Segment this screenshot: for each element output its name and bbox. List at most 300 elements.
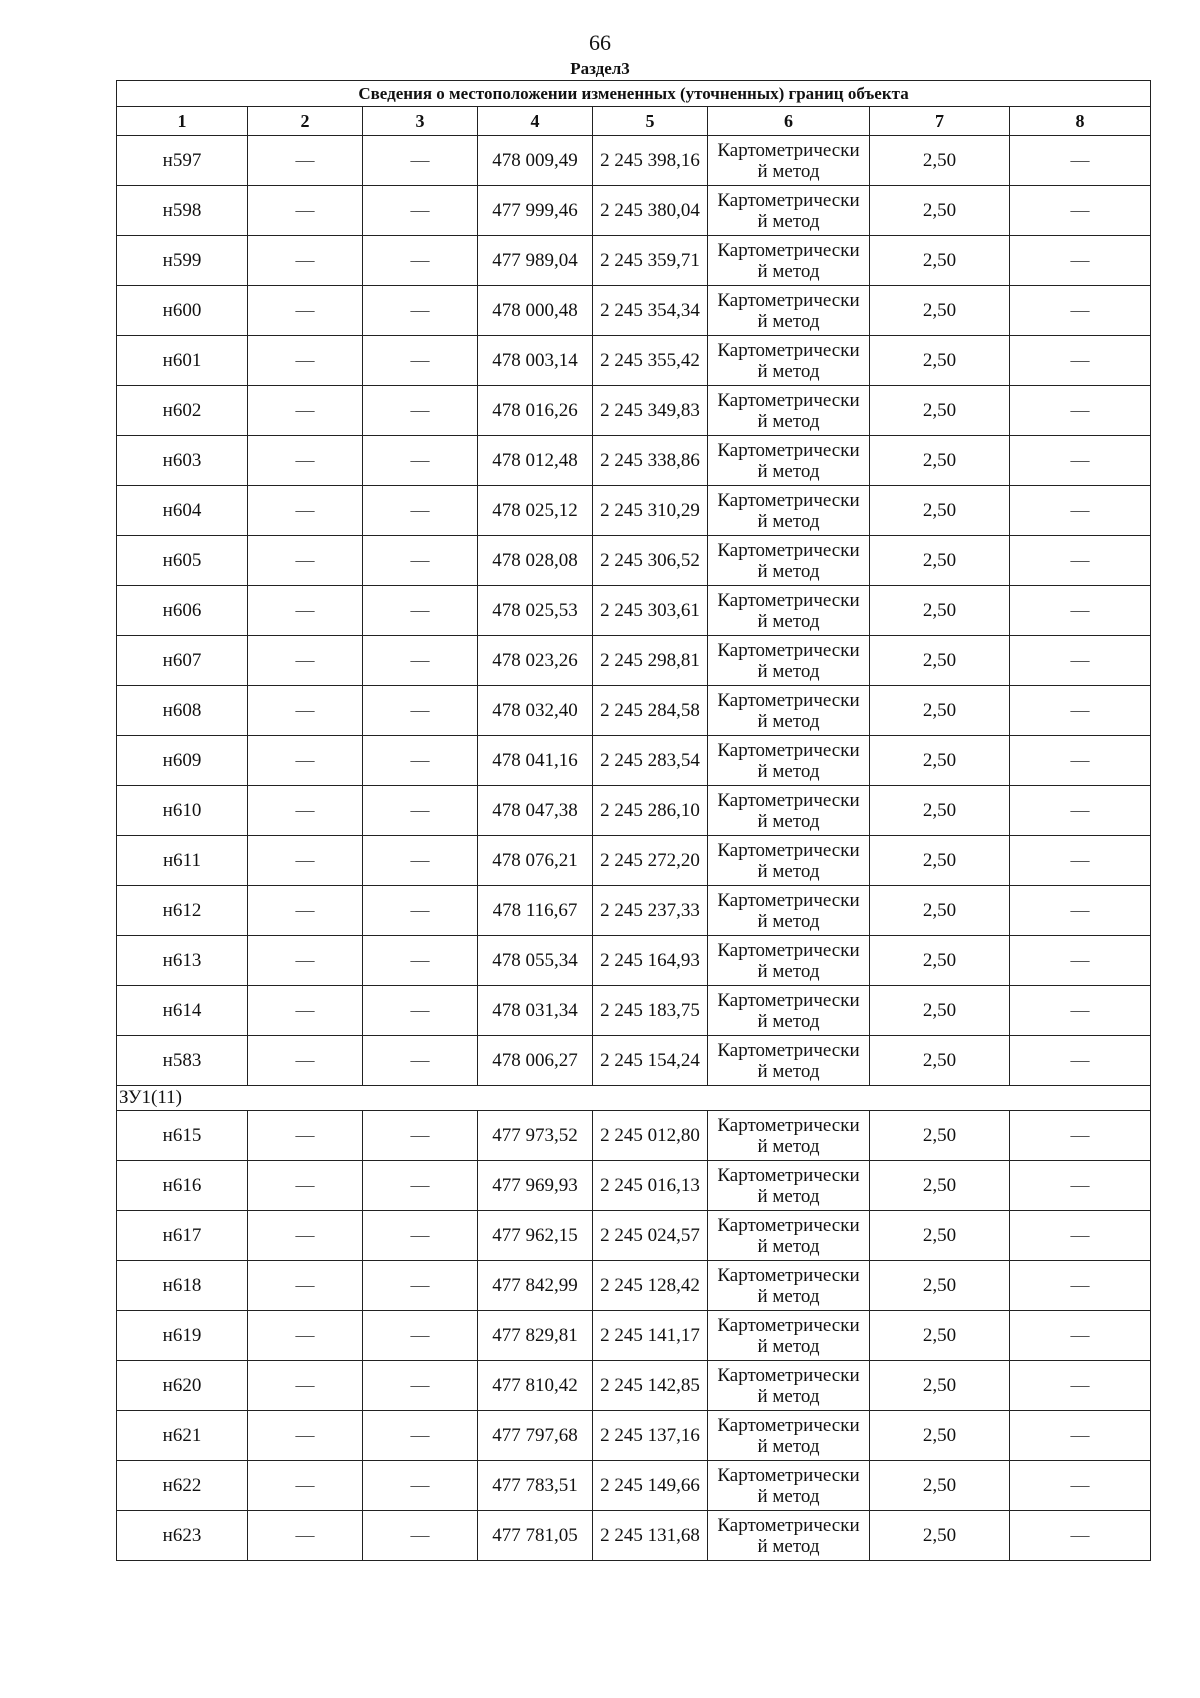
- y-coordinate-cell: 2 245 183,75: [593, 986, 708, 1036]
- x-coordinate-cell: 478 006,27: [478, 1036, 593, 1086]
- table-row: [117, 536, 1151, 586]
- column-number-row: [117, 107, 1151, 136]
- y-coordinate-cell: 2 245 141,17: [593, 1311, 708, 1361]
- y-coordinate-cell: 2 245 310,29: [593, 486, 708, 536]
- point-id-cell: н621: [117, 1411, 248, 1461]
- table-row: [117, 1311, 1151, 1361]
- column-8-cell: —: [1010, 886, 1151, 936]
- column-2-cell: —: [248, 736, 363, 786]
- method-line-1: Картометрически: [717, 239, 860, 261]
- y-coordinate-cell: 2 245 024,57: [593, 1211, 708, 1261]
- y-coordinate-cell: 2 245 237,33: [593, 886, 708, 936]
- method-line-2: й метод: [757, 1385, 820, 1407]
- point-id-cell: н610: [117, 786, 248, 836]
- accuracy-cell: 2,50: [870, 1036, 1010, 1086]
- column-2-cell: —: [248, 186, 363, 236]
- x-coordinate-cell: 477 973,52: [478, 1111, 593, 1161]
- point-id-cell: н603: [117, 436, 248, 486]
- column-8-cell: —: [1010, 436, 1151, 486]
- method-line-1: Картометрически: [717, 589, 860, 611]
- accuracy-cell: 2,50: [870, 586, 1010, 636]
- method-line-1: Картометрически: [717, 739, 860, 761]
- accuracy-cell: 2,50: [870, 1161, 1010, 1211]
- table-caption-row: [117, 81, 1151, 107]
- column-8-cell: —: [1010, 1211, 1151, 1261]
- column-3-cell: —: [363, 1361, 478, 1411]
- method-line-2: й метод: [757, 1185, 820, 1207]
- point-id-cell: н613: [117, 936, 248, 986]
- method-line-1: Картометрически: [717, 939, 860, 961]
- method-cell: [708, 436, 870, 486]
- column-3-cell: —: [363, 486, 478, 536]
- method-line-1: Картометрически: [717, 1214, 860, 1236]
- column-2-cell: —: [248, 1161, 363, 1211]
- accuracy-cell: 2,50: [870, 936, 1010, 986]
- method-cell: [708, 536, 870, 586]
- accuracy-cell: 2,50: [870, 1511, 1010, 1561]
- column-3-cell: —: [363, 1036, 478, 1086]
- method-line-1: Картометрически: [717, 1414, 860, 1436]
- column-8-cell: —: [1010, 1411, 1151, 1461]
- point-id-cell: н623: [117, 1511, 248, 1561]
- method-line-1: Картометрически: [717, 1364, 860, 1386]
- table-row: [117, 886, 1151, 936]
- point-id-cell: н604: [117, 486, 248, 536]
- column-8-cell: —: [1010, 636, 1151, 686]
- table-row: [117, 1461, 1151, 1511]
- group-label: ЗУ1(11): [117, 1086, 1151, 1111]
- y-coordinate-cell: 2 245 380,04: [593, 186, 708, 236]
- column-8-cell: —: [1010, 1461, 1151, 1511]
- table-row: [117, 386, 1151, 436]
- column-8-cell: —: [1010, 1361, 1151, 1411]
- column-8-cell: —: [1010, 486, 1151, 536]
- method-line-1: Картометрически: [717, 1039, 860, 1061]
- column-2-cell: —: [248, 1211, 363, 1261]
- x-coordinate-cell: 477 781,05: [478, 1511, 593, 1561]
- column-number-5: 5: [593, 107, 708, 136]
- column-3-cell: —: [363, 336, 478, 386]
- column-8-cell: —: [1010, 1311, 1151, 1361]
- column-8-cell: —: [1010, 986, 1151, 1036]
- column-2-cell: —: [248, 486, 363, 536]
- point-id-cell: н616: [117, 1161, 248, 1211]
- accuracy-cell: 2,50: [870, 1211, 1010, 1261]
- column-2-cell: —: [248, 336, 363, 386]
- method-line-2: й метод: [757, 1335, 820, 1357]
- column-2-cell: —: [248, 586, 363, 636]
- method-cell: [708, 636, 870, 686]
- x-coordinate-cell: 478 041,16: [478, 736, 593, 786]
- table-row: [117, 1111, 1151, 1161]
- method-line-2: й метод: [757, 310, 820, 332]
- method-line-2: й метод: [757, 710, 820, 732]
- y-coordinate-cell: 2 245 137,16: [593, 1411, 708, 1461]
- method-line-2: й метод: [757, 410, 820, 432]
- method-line-2: й метод: [757, 160, 820, 182]
- y-coordinate-cell: 2 245 142,85: [593, 1361, 708, 1411]
- method-cell: [708, 386, 870, 436]
- accuracy-cell: 2,50: [870, 1261, 1010, 1311]
- table-row: [117, 286, 1151, 336]
- x-coordinate-cell: 478 009,49: [478, 136, 593, 186]
- column-3-cell: —: [363, 836, 478, 886]
- x-coordinate-cell: 477 829,81: [478, 1311, 593, 1361]
- column-3-cell: —: [363, 936, 478, 986]
- column-3-cell: —: [363, 886, 478, 936]
- method-cell: [708, 1111, 870, 1161]
- column-2-cell: —: [248, 536, 363, 586]
- column-3-cell: —: [363, 286, 478, 336]
- accuracy-cell: 2,50: [870, 636, 1010, 686]
- table-row: [117, 736, 1151, 786]
- method-line-2: й метод: [757, 910, 820, 932]
- column-3-cell: —: [363, 1311, 478, 1361]
- method-line-2: й метод: [757, 260, 820, 282]
- method-line-1: Картометрически: [717, 1164, 860, 1186]
- table-row: [117, 1411, 1151, 1461]
- method-line-2: й метод: [757, 210, 820, 232]
- point-id-cell: н620: [117, 1361, 248, 1411]
- coordinates-table: [116, 80, 1151, 1561]
- x-coordinate-cell: 478 076,21: [478, 836, 593, 886]
- y-coordinate-cell: 2 245 128,42: [593, 1261, 708, 1311]
- column-2-cell: —: [248, 786, 363, 836]
- table-row: [117, 486, 1151, 536]
- method-line-2: й метод: [757, 510, 820, 532]
- method-cell: [708, 886, 870, 936]
- x-coordinate-cell: 477 989,04: [478, 236, 593, 286]
- table-row: [117, 686, 1151, 736]
- column-2-cell: —: [248, 1361, 363, 1411]
- method-line-2: й метод: [757, 460, 820, 482]
- column-2-cell: —: [248, 236, 363, 286]
- table-row: [117, 186, 1151, 236]
- method-cell: [708, 1311, 870, 1361]
- y-coordinate-cell: 2 245 286,10: [593, 786, 708, 836]
- column-2-cell: —: [248, 1111, 363, 1161]
- x-coordinate-cell: 477 783,51: [478, 1461, 593, 1511]
- column-3-cell: —: [363, 1211, 478, 1261]
- method-line-1: Картометрически: [717, 1114, 860, 1136]
- table-row: [117, 436, 1151, 486]
- accuracy-cell: 2,50: [870, 236, 1010, 286]
- method-cell: [708, 1461, 870, 1511]
- method-line-2: й метод: [757, 1235, 820, 1257]
- method-line-2: й метод: [757, 360, 820, 382]
- column-8-cell: —: [1010, 386, 1151, 436]
- method-line-1: Картометрически: [717, 189, 860, 211]
- column-2-cell: —: [248, 1261, 363, 1311]
- method-line-1: Картометрически: [717, 839, 860, 861]
- column-3-cell: —: [363, 1511, 478, 1561]
- column-number-7: 7: [870, 107, 1010, 136]
- point-id-cell: н608: [117, 686, 248, 736]
- method-line-2: й метод: [757, 860, 820, 882]
- point-id-cell: н605: [117, 536, 248, 586]
- table-row: [117, 836, 1151, 886]
- column-3-cell: —: [363, 586, 478, 636]
- column-8-cell: —: [1010, 1036, 1151, 1086]
- point-id-cell: н583: [117, 1036, 248, 1086]
- table-row: [117, 1361, 1151, 1411]
- point-id-cell: н622: [117, 1461, 248, 1511]
- accuracy-cell: 2,50: [870, 1311, 1010, 1361]
- method-line-1: Картометрически: [717, 1314, 860, 1336]
- column-3-cell: —: [363, 236, 478, 286]
- y-coordinate-cell: 2 245 359,71: [593, 236, 708, 286]
- point-id-cell: н598: [117, 186, 248, 236]
- method-line-1: Картометрически: [717, 689, 860, 711]
- column-number-3: 3: [363, 107, 478, 136]
- method-cell: [708, 486, 870, 536]
- column-number-4: 4: [478, 107, 593, 136]
- method-cell: [708, 286, 870, 336]
- column-3-cell: —: [363, 1261, 478, 1311]
- x-coordinate-cell: 478 116,67: [478, 886, 593, 936]
- x-coordinate-cell: 478 000,48: [478, 286, 593, 336]
- point-id-cell: н617: [117, 1211, 248, 1261]
- accuracy-cell: 2,50: [870, 1411, 1010, 1461]
- column-2-cell: —: [248, 436, 363, 486]
- column-number-1: 1: [117, 107, 248, 136]
- y-coordinate-cell: 2 245 354,34: [593, 286, 708, 336]
- table-row: [117, 936, 1151, 986]
- column-2-cell: —: [248, 1511, 363, 1561]
- y-coordinate-cell: 2 245 164,93: [593, 936, 708, 986]
- method-line-2: й метод: [757, 660, 820, 682]
- table-row: [117, 986, 1151, 1036]
- y-coordinate-cell: 2 245 154,24: [593, 1036, 708, 1086]
- column-3-cell: —: [363, 1461, 478, 1511]
- group-header-row: [117, 1086, 1151, 1111]
- column-8-cell: —: [1010, 1111, 1151, 1161]
- point-id-cell: н601: [117, 336, 248, 386]
- accuracy-cell: 2,50: [870, 986, 1010, 1036]
- table-row: [117, 336, 1151, 386]
- column-3-cell: —: [363, 686, 478, 736]
- method-line-2: й метод: [757, 1435, 820, 1457]
- x-coordinate-cell: 478 031,34: [478, 986, 593, 1036]
- table-row: [117, 1261, 1151, 1311]
- column-3-cell: —: [363, 436, 478, 486]
- method-cell: [708, 686, 870, 736]
- column-8-cell: —: [1010, 586, 1151, 636]
- column-3-cell: —: [363, 786, 478, 836]
- y-coordinate-cell: 2 245 016,13: [593, 1161, 708, 1211]
- column-2-cell: —: [248, 936, 363, 986]
- method-line-1: Картометрически: [717, 639, 860, 661]
- method-line-2: й метод: [757, 810, 820, 832]
- column-3-cell: —: [363, 1411, 478, 1461]
- column-2-cell: —: [248, 1411, 363, 1461]
- x-coordinate-cell: 478 016,26: [478, 386, 593, 436]
- method-cell: [708, 336, 870, 386]
- point-id-cell: н602: [117, 386, 248, 436]
- method-cell: [708, 136, 870, 186]
- method-line-1: Картометрически: [717, 439, 860, 461]
- method-cell: [708, 1036, 870, 1086]
- method-line-1: Картометрически: [717, 539, 860, 561]
- method-line-1: Картометрически: [717, 989, 860, 1011]
- column-8-cell: —: [1010, 836, 1151, 886]
- point-id-cell: н619: [117, 1311, 248, 1361]
- x-coordinate-cell: 477 962,15: [478, 1211, 593, 1261]
- section-title: Раздел3: [570, 59, 630, 78]
- table-row: [117, 636, 1151, 686]
- column-8-cell: —: [1010, 186, 1151, 236]
- y-coordinate-cell: 2 245 338,86: [593, 436, 708, 486]
- accuracy-cell: 2,50: [870, 286, 1010, 336]
- method-line-2: й метод: [757, 1285, 820, 1307]
- y-coordinate-cell: 2 245 306,52: [593, 536, 708, 586]
- method-line-1: Картометрически: [717, 139, 860, 161]
- point-id-cell: н618: [117, 1261, 248, 1311]
- column-2-cell: —: [248, 1036, 363, 1086]
- x-coordinate-cell: 477 797,68: [478, 1411, 593, 1461]
- method-line-1: Картометрически: [717, 389, 860, 411]
- y-coordinate-cell: 2 245 284,58: [593, 686, 708, 736]
- y-coordinate-cell: 2 245 283,54: [593, 736, 708, 786]
- point-id-cell: н615: [117, 1111, 248, 1161]
- method-cell: [708, 786, 870, 836]
- column-3-cell: —: [363, 1161, 478, 1211]
- column-8-cell: —: [1010, 536, 1151, 586]
- page-number: 66: [589, 30, 611, 55]
- column-2-cell: —: [248, 386, 363, 436]
- y-coordinate-cell: 2 245 131,68: [593, 1511, 708, 1561]
- method-cell: [708, 1161, 870, 1211]
- y-coordinate-cell: 2 245 355,42: [593, 336, 708, 386]
- method-line-1: Картометрически: [717, 339, 860, 361]
- column-3-cell: —: [363, 536, 478, 586]
- method-line-2: й метод: [757, 1060, 820, 1082]
- column-8-cell: —: [1010, 1161, 1151, 1211]
- x-coordinate-cell: 477 842,99: [478, 1261, 593, 1311]
- table-row: [117, 1036, 1151, 1086]
- column-2-cell: —: [248, 1311, 363, 1361]
- y-coordinate-cell: 2 245 398,16: [593, 136, 708, 186]
- column-3-cell: —: [363, 1111, 478, 1161]
- method-cell: [708, 1361, 870, 1411]
- column-8-cell: —: [1010, 936, 1151, 986]
- x-coordinate-cell: 478 055,34: [478, 936, 593, 986]
- method-cell: [708, 1211, 870, 1261]
- method-cell: [708, 1261, 870, 1311]
- x-coordinate-cell: 478 047,38: [478, 786, 593, 836]
- method-cell: [708, 986, 870, 1036]
- accuracy-cell: 2,50: [870, 136, 1010, 186]
- table-row: [117, 136, 1151, 186]
- method-cell: [708, 836, 870, 886]
- table-row: [117, 1511, 1151, 1561]
- column-8-cell: —: [1010, 336, 1151, 386]
- accuracy-cell: 2,50: [870, 1461, 1010, 1511]
- point-id-cell: н614: [117, 986, 248, 1036]
- method-line-1: Картометрически: [717, 789, 860, 811]
- x-coordinate-cell: 478 003,14: [478, 336, 593, 386]
- accuracy-cell: 2,50: [870, 736, 1010, 786]
- column-number-6: 6: [708, 107, 870, 136]
- column-3-cell: —: [363, 736, 478, 786]
- point-id-cell: н599: [117, 236, 248, 286]
- method-cell: [708, 736, 870, 786]
- accuracy-cell: 2,50: [870, 686, 1010, 736]
- point-id-cell: н611: [117, 836, 248, 886]
- column-2-cell: —: [248, 986, 363, 1036]
- y-coordinate-cell: 2 245 272,20: [593, 836, 708, 886]
- method-line-1: Картометрически: [717, 1514, 860, 1536]
- method-line-2: й метод: [757, 1535, 820, 1557]
- x-coordinate-cell: 478 025,53: [478, 586, 593, 636]
- column-number-8: 8: [1010, 107, 1151, 136]
- y-coordinate-cell: 2 245 012,80: [593, 1111, 708, 1161]
- accuracy-cell: 2,50: [870, 836, 1010, 886]
- table-row: [117, 1211, 1151, 1261]
- accuracy-cell: 2,50: [870, 886, 1010, 936]
- accuracy-cell: 2,50: [870, 186, 1010, 236]
- y-coordinate-cell: 2 245 298,81: [593, 636, 708, 686]
- method-line-1: Картометрически: [717, 1264, 860, 1286]
- column-3-cell: —: [363, 186, 478, 236]
- column-8-cell: —: [1010, 236, 1151, 286]
- accuracy-cell: 2,50: [870, 1361, 1010, 1411]
- point-id-cell: н597: [117, 136, 248, 186]
- accuracy-cell: 2,50: [870, 436, 1010, 486]
- column-8-cell: —: [1010, 786, 1151, 836]
- method-line-2: й метод: [757, 1135, 820, 1157]
- column-number-2: 2: [248, 107, 363, 136]
- y-coordinate-cell: 2 245 149,66: [593, 1461, 708, 1511]
- accuracy-cell: 2,50: [870, 786, 1010, 836]
- method-line-1: Картометрически: [717, 489, 860, 511]
- method-line-2: й метод: [757, 960, 820, 982]
- accuracy-cell: 2,50: [870, 386, 1010, 436]
- x-coordinate-cell: 478 028,08: [478, 536, 593, 586]
- method-cell: [708, 186, 870, 236]
- method-cell: [708, 1511, 870, 1561]
- x-coordinate-cell: 478 023,26: [478, 636, 593, 686]
- column-3-cell: —: [363, 136, 478, 186]
- method-line-2: й метод: [757, 560, 820, 582]
- column-2-cell: —: [248, 636, 363, 686]
- method-cell: [708, 586, 870, 636]
- x-coordinate-cell: 478 025,12: [478, 486, 593, 536]
- y-coordinate-cell: 2 245 349,83: [593, 386, 708, 436]
- method-line-1: Картометрически: [717, 889, 860, 911]
- column-2-cell: —: [248, 686, 363, 736]
- accuracy-cell: 2,50: [870, 336, 1010, 386]
- x-coordinate-cell: 478 032,40: [478, 686, 593, 736]
- method-cell: [708, 236, 870, 286]
- point-id-cell: н607: [117, 636, 248, 686]
- column-2-cell: —: [248, 1461, 363, 1511]
- column-2-cell: —: [248, 836, 363, 886]
- accuracy-cell: 2,50: [870, 1111, 1010, 1161]
- column-8-cell: —: [1010, 136, 1151, 186]
- point-id-cell: н600: [117, 286, 248, 336]
- table-body: [117, 136, 1151, 1561]
- method-cell: [708, 936, 870, 986]
- method-cell: [708, 1411, 870, 1461]
- table-row: [117, 1161, 1151, 1211]
- column-2-cell: —: [248, 136, 363, 186]
- x-coordinate-cell: 477 969,93: [478, 1161, 593, 1211]
- x-coordinate-cell: 477 999,46: [478, 186, 593, 236]
- method-line-2: й метод: [757, 1010, 820, 1032]
- column-2-cell: —: [248, 286, 363, 336]
- table-row: [117, 786, 1151, 836]
